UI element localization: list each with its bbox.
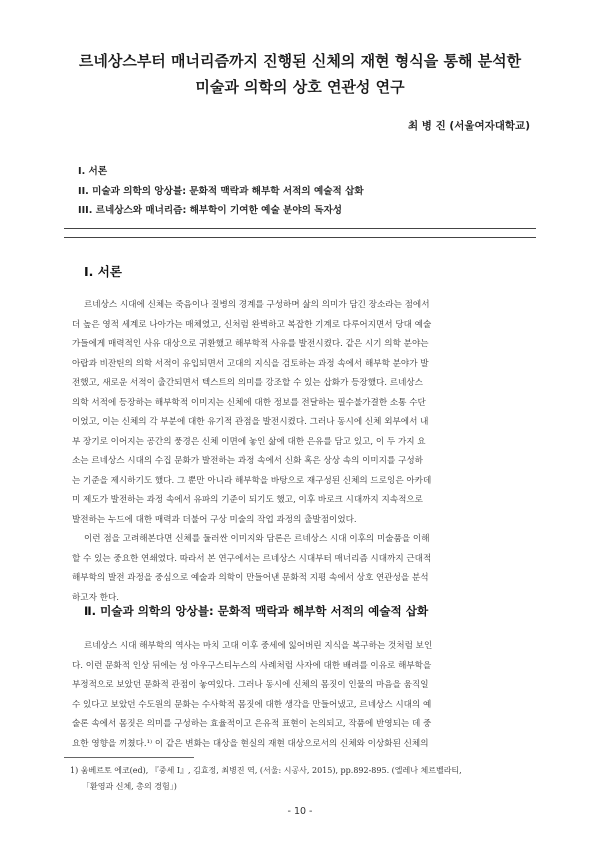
body-line: 미 제도가 발전하는 과정 속에서 유파의 기준이 되기도 했고, 이후 바로크 시대까지 지속적으로	[72, 495, 423, 505]
body-line: 수 있다고 보았던 수도원의 문화는 수사학적 몸짓에 대한 생각을 만들어냈고, 르네상스 시대의 예	[72, 699, 432, 710]
body-line: 이었고, 이는 신체의 각 부분에 대한 유기적 관점을 발전시켰다. 그러나 동시에 신체 외부에서 내	[72, 417, 429, 427]
body-line: 해부학의 발전 과정을 중심으로 예술과 의학이 만들어낸 문화적 지평 속에서 상호 연관성을 분석	[72, 573, 429, 583]
footnote	[70, 763, 540, 795]
body-line: 할 수 있는 중요한 연쇄였다. 따라서 본 연구에서는 르네상스 시대부터 매너리즘 시대까지 근대적	[72, 553, 432, 564]
body-line: 다. 이런 문화적 인상 뒤에는 성 아우구스티누스의 사례처럼 사자에 대한 배려를 이유로 해부학을	[72, 660, 432, 671]
body-line: 하고자 한다.	[72, 592, 119, 603]
page-number: - 10 -	[287, 806, 313, 817]
body-line: 소는 르네상스 시대의 수집 문화가 발전하는 과정 속에서 신화 혹은 상상 속의 이미지를 구성하	[72, 456, 423, 466]
body-line: 부 장기로 이어지는 공간의 풍경은 신체 이면에 놓인 삶에 대한 은유를 담고 있고, 이 두 가지 요	[72, 436, 426, 447]
author-affiliation: 최 병 진 (서울여자대학교)	[408, 120, 530, 132]
toc-item: II. 미술과 의학의 앙상블: 문화적 맥락과 해부학 서적의 예술적 삽화	[78, 185, 364, 197]
table-of-contents	[78, 162, 364, 221]
paper-title-line-1: 르네상스부터 매너리즘까지 진행된 신체의 재현 형식을 통해 분석한	[78, 52, 522, 70]
divider-line	[64, 237, 536, 238]
body-line: 전했고, 새로운 서적이 출간되면서 텍스트의 의미를 강조할 수 있는 삽화가 등장했다. 르네상스	[72, 378, 423, 388]
footnote-line: 「환영과 신체, 총의 경험」)	[82, 782, 177, 791]
section-2-body	[72, 637, 534, 754]
body-line: 발전하는 누드에 대한 매력과 더불어 구상 미술의 작업 과정의 출발점이었다.	[72, 514, 357, 525]
body-line: 는 기준을 제시하기도 했다. 그 뿐만 아니라 해부학을 바탕으로 재구성된 신체의 드로잉은 아카데	[72, 475, 432, 486]
body-line: 술론 속에서 몸짓은 의미를 구성하는 효율적이고 은유적 표현이 논의되고, 작품에 반영되는 데 중	[72, 719, 432, 729]
body-line: 요한 영향을 끼쳤다.¹⁾ 이 같은 변화는 대상을 현실의 재현 대상으로서의 신체와 이상화된 신체의	[72, 738, 429, 749]
body-line: 르네상스 시대에 신체는 죽음이나 질병의 경계를 구성하며 삶의 의미가 담긴 장소라는 점에서	[84, 300, 430, 310]
body-line: 르네상스 시대 해부학의 역사는 마치 고대 이후 중세에 잃어버린 지식을 복구하는 것처럼 보인	[84, 641, 433, 651]
divider-line	[64, 228, 536, 229]
body-line: 가들에게 매력적인 사유 대상으로 귀환했고 해부학적 사유를 발전시켰다. 같은 시기 의학 분야는	[72, 339, 429, 349]
footnote-divider	[64, 757, 194, 758]
toc-item: III. 르네상스와 매너리즘: 해부학이 기여한 예술 분야의 독자성	[78, 205, 342, 216]
section-heading-ensemble: Ⅱ. 미술과 의학의 앙상블: 문화적 맥락과 해부학 서적의 예술적 삽화	[84, 604, 429, 618]
footnote-line: 1) 움베르토 에코(ed), 『중세 Ⅰ』, 김효정, 최병진 역, (서울: 시공사, 2015), pp.892-895. (엘레나 체르벨라티,	[70, 766, 462, 775]
body-line: 이런 점을 고려해본다면 신체를 둘러싼 이미지와 담론은 르네상스 시대 이후의 미술품을 이해	[84, 534, 430, 544]
body-line: 더 높은 영적 세계로 나아가는 매체였고, 신처럼 완벽하고 복잡한 기계로 다루어지면서 당대 예술	[72, 319, 432, 330]
section-1-body	[72, 296, 534, 608]
body-line: 아랍과 비잔틴의 의학 서적이 유입되면서 고대의 지식을 검토하는 과정 속에서 해부학 분야가 발	[72, 358, 429, 369]
body-line: 의학 서적에 등장하는 해부학적 이미지는 신체에 대한 정보를 전달하는 필수불가결한 소통 수단	[72, 397, 426, 408]
toc-item: I. 서론	[78, 166, 108, 177]
body-line: 부정적으로 보았던 문화적 관점이 놓여있다. 그러나 동시에 신체의 몸짓이 인물의 마음을 움직일	[72, 680, 429, 690]
paper-title-line-2: 미술과 의학의 상호 연관성 연구	[195, 78, 405, 96]
section-heading-introduction: Ⅰ. 서론	[84, 264, 122, 279]
